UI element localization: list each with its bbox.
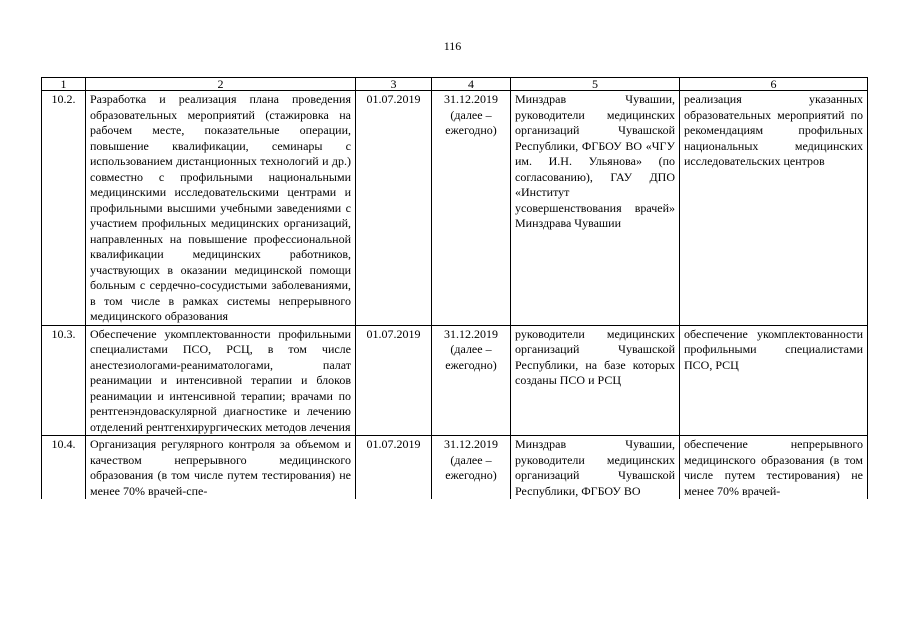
table-row — [42, 91, 868, 326]
item-number: 10.3. — [42, 325, 86, 436]
item-number: 10.4. — [42, 436, 86, 500]
activity-cell: Разработка и реализация плана проведения образовательных мероприятий (стажировка на рабочем месте, показательные операции, повышение квалификации, семинары с использованием дистанционных технологий и др.) совместно с профильными национальными медицинскими исследовательскими центрами и профильными высшими учебными заведениями с участием профильных медицинских организаций, направленных на повышение профессиональной квалификации медицинских работников, участвующих в оказании медицинской помощи больным с сердечно-сосудистыми заболеваниями, в том числе в рамках системы непрерывного медицинского образования — [86, 91, 356, 326]
end-date-cell: 31.12.2019 (далее – ежегодно) — [432, 325, 511, 436]
table-header — [42, 78, 868, 91]
column-header: 3 — [356, 78, 432, 91]
action-plan-table — [41, 77, 868, 499]
page-number: 116 — [443, 39, 462, 53]
start-date-cell: 01.07.2019 — [356, 325, 432, 436]
column-header: 5 — [511, 78, 680, 91]
table-row — [42, 436, 868, 500]
column-header: 6 — [680, 78, 868, 91]
column-header: 1 — [42, 78, 86, 91]
column-header: 4 — [432, 78, 511, 91]
responsible-cell: руководители медицинских организаций Чувашской Республики, на базе которых созданы ПСО и РСЦ — [511, 325, 680, 436]
table-row — [42, 325, 868, 436]
column-number-row — [42, 78, 868, 91]
column-header: 2 — [86, 78, 356, 91]
item-number: 10.2. — [42, 91, 86, 326]
result-cell: обеспечение укомплектованности профильными специалистами ПСО, РСЦ — [680, 325, 868, 436]
responsible-cell: Минздрав Чувашии, руководители медицинских организаций Чувашской Республики, ФГБОУ ВО «ЧГУ им. И.Н. Ульянова» (по согласованию), ГАУ ДПО «Институт усовершенствования врачей» Минздрава Чувашии — [511, 91, 680, 326]
activity-cell: Обеспечение укомплектованности профильными специалистами ПСО, РСЦ, в том числе анестезиологами-реаниматологами, палат реанимации и интенсивной терапии и блоков реанимации и интенсивной терапии; врачами по рентгенэндоваскулярной диагностике и лечению отделений рентгенхирургических методов лечения — [86, 325, 356, 436]
result-cell: обеспечение непрерывного медицинского образования (в том числе путем тестирования) не менее 70% врачей- — [680, 436, 868, 500]
result-cell: реализация указанных образовательных мероприятий по рекомендациям профильных национальных медицинских исследовательских центров — [680, 91, 868, 326]
start-date-cell: 01.07.2019 — [356, 436, 432, 500]
start-date-cell: 01.07.2019 — [356, 91, 432, 326]
end-date-cell: 31.12.2019 (далее – ежегодно) — [432, 436, 511, 500]
activity-cell: Организация регулярного контроля за объемом и качеством непрерывного медицинского образования (в том числе путем тестирования) не менее 70% врачей-спе- — [86, 436, 356, 500]
responsible-cell: Минздрав Чувашии, руководители медицинских организаций Чувашской Республики, ФГБОУ ВО — [511, 436, 680, 500]
end-date-cell: 31.12.2019 (далее – ежегодно) — [432, 91, 511, 326]
